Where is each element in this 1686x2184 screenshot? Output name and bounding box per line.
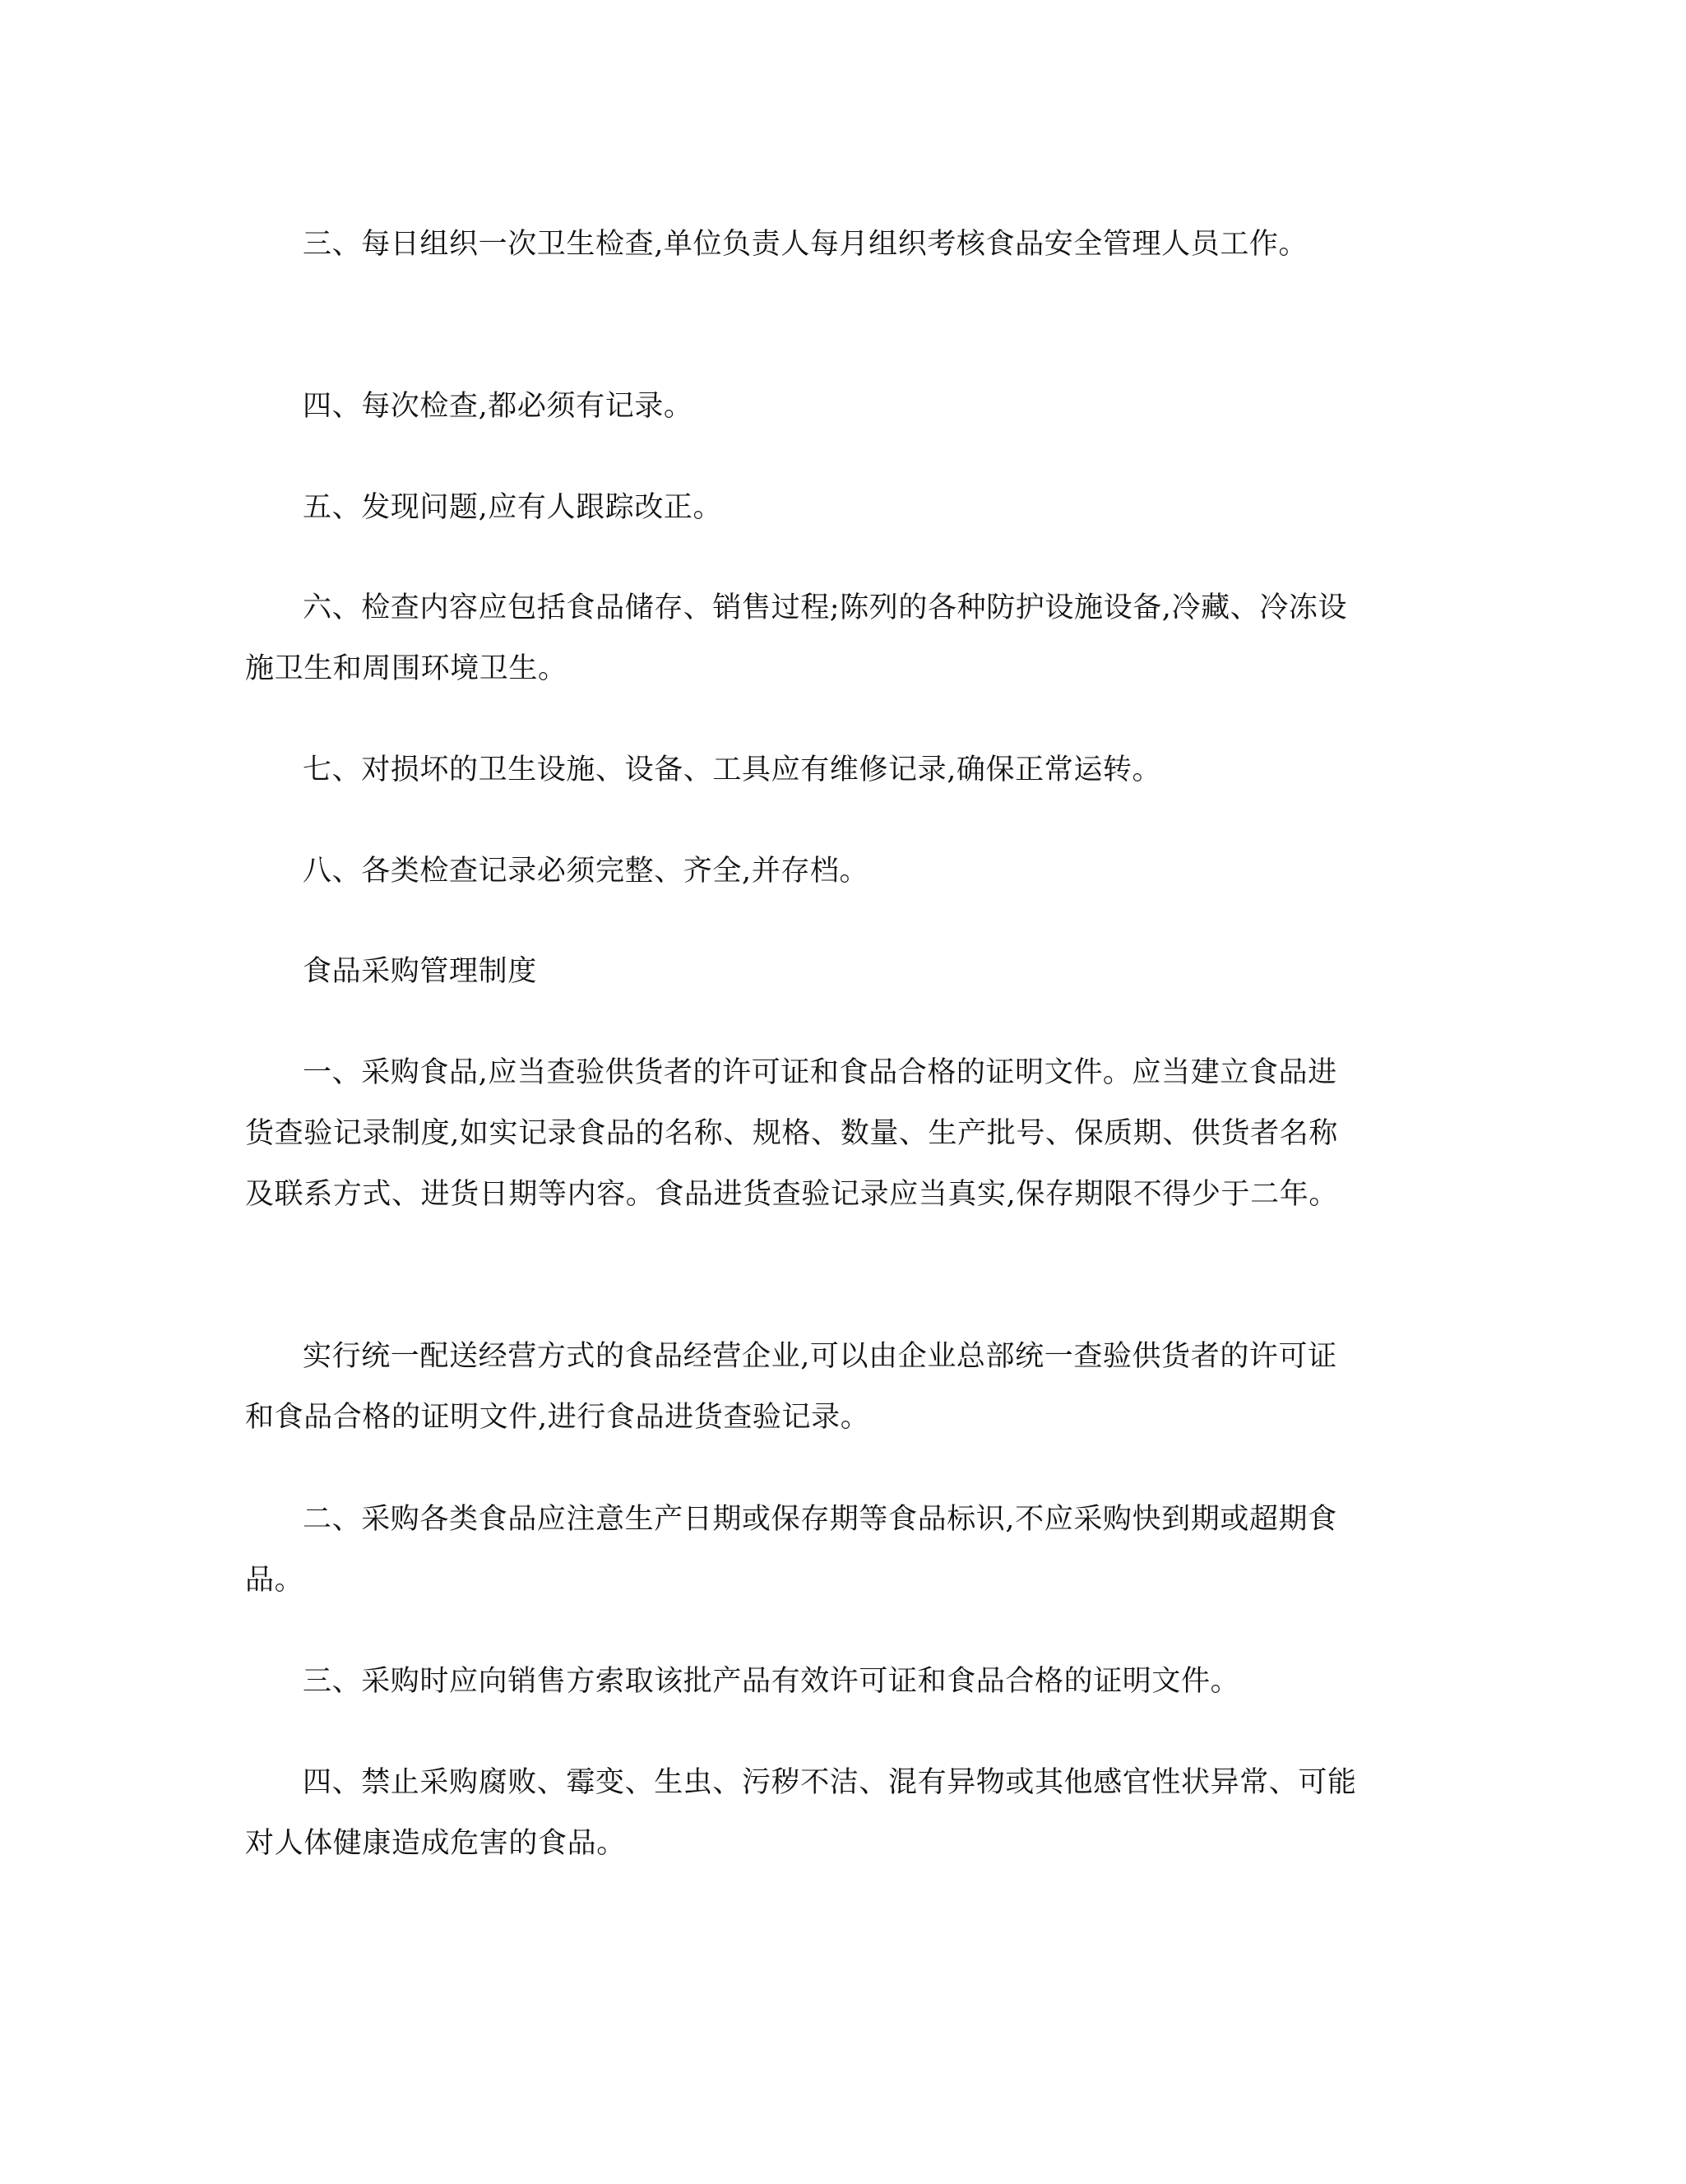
- paragraph-procurement-3: 三、采购时应向销售方索取该批产品有效许可证和食品合格的证明文件。: [303, 1665, 1240, 1698]
- paragraph-inspection-7: 七、对损坏的卫生设施、设备、工具应有维修记录,确保正常运转。: [303, 754, 1162, 786]
- paragraph-inspection-3: 三、每日组织一次卫生检查,单位负责人每月组织考核食品安全管理人员工作。: [303, 228, 1309, 261]
- paragraph-procurement-unified: 实行统一配送经营方式的食品经营企业,可以由企业总部统一查验供货者的许可证和食品合格的证明文件,进行食品进货查验记录。: [245, 1340, 1337, 1434]
- paragraph-inspection-8: 八、各类检查记录必须完整、齐全,并存档。: [303, 855, 869, 888]
- paragraph-procurement-4: 四、禁止采购腐败、霉变、生虫、污秽不洁、混有异物或其他感官性状异常、可能对人体健康造成危害的食品。: [245, 1766, 1357, 1860]
- paragraph-inspection-5: 五、发现问题,应有人跟踪改正。: [303, 491, 723, 524]
- paragraph-procurement-2: 二、采购各类食品应注意生产日期或保存期等食品标识,不应采购快到期或超期食品。: [245, 1503, 1337, 1597]
- section-heading-procurement: 食品采购管理制度: [303, 955, 537, 988]
- paragraph-inspection-6: 六、检查内容应包括食品储存、销售过程;陈列的各种防护设施设备,冷藏、冷冻设施卫生和周围环境卫生。: [245, 591, 1348, 685]
- paragraph-procurement-1: 一、采购食品,应当查验供货者的许可证和食品合格的证明文件。应当建立食品进货查验记录制度,如实记录食品的名称、规格、数量、生产批号、保质期、供货者名称及联系方式、进货日期等内容。食品进货查验记录应当真实,保存期限不得少于二年。: [245, 1056, 1338, 1211]
- paragraph-inspection-4: 四、每次检查,都必须有记录。: [303, 390, 693, 423]
